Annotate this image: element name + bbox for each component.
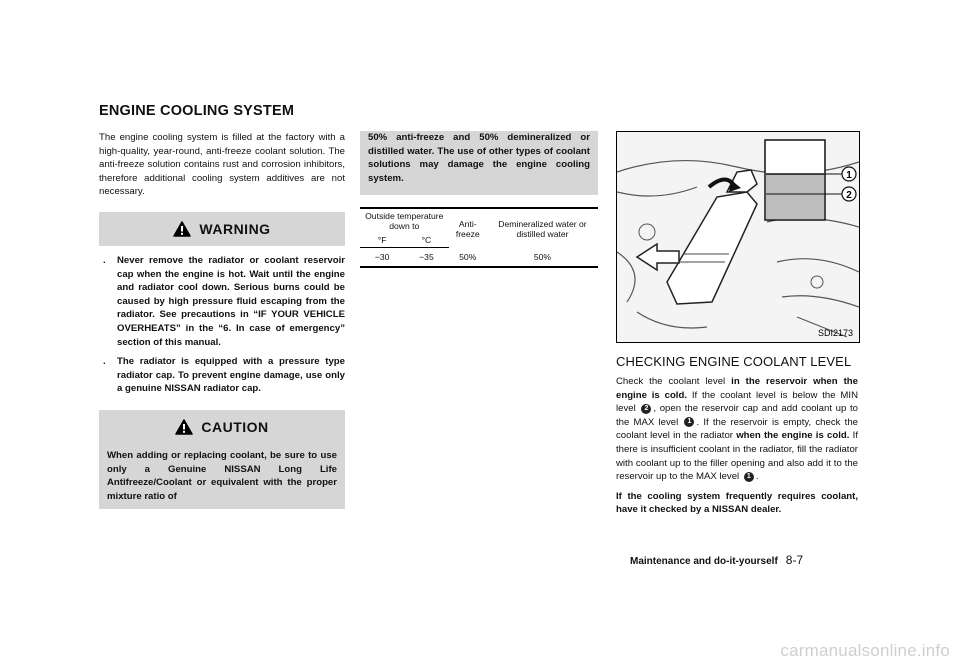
cell-f: −30 <box>360 248 404 268</box>
column-right <box>616 131 858 517</box>
caution-banner <box>99 410 345 444</box>
text-run: If the coolant level is below the MIN level <box>616 389 858 415</box>
unit-fahrenheit: °F <box>360 233 404 248</box>
section-title: ENGINE COOLING SYSTEM <box>99 103 295 119</box>
caution-block <box>99 410 345 509</box>
warning-list <box>99 254 345 396</box>
warning-label: WARNING <box>199 220 271 237</box>
cell-water: 50% <box>487 248 598 268</box>
figure-code: SDI2173 <box>817 328 853 338</box>
callout-min-level: 2 <box>641 404 651 414</box>
caution-triangle-icon <box>175 419 193 435</box>
watermark: carmanualsonline.info <box>780 641 950 660</box>
warning-item-text: Never remove the radiator or coolant reservoir cap when the engine is hot. Wait until the engine and radiator cool down. Serious burns could be caused by high pressure fluid escaping from the radiator. See precautions in “IF YOUR VEHICLE OVERHEATS” in the “6. In case of emergency” section of this manual. <box>117 254 345 348</box>
cell-antifreeze: 50% <box>449 248 487 268</box>
caution-text: When adding or replacing coolant, be sure to use only a Genuine NISSAN Long Life Antifreeze/Coolant or equivalent with the proper mixture ratio of <box>99 444 345 509</box>
intro-paragraph: The engine cooling system is filled at the factory with a high-quality, year-round, anti-freeze coolant solution. The anti-freeze solution contains rust and corrosion inhibitors, therefore additional cooling system additives are not necessary. <box>99 132 345 198</box>
header-outside-temp: Outside temperature down to <box>360 208 449 233</box>
warning-triangle-icon <box>173 221 191 237</box>
column-left <box>99 131 345 509</box>
dealer-advice: If the cooling system frequently requires coolant, have it checked by a NISSAN dealer. <box>616 490 858 516</box>
unit-celsius: °C <box>404 233 448 248</box>
coolant-reservoir-figure <box>616 131 860 343</box>
engine-bay-illustration <box>617 132 859 342</box>
text-run: If there is insufficient coolant in the radiator, fill the radiator with coolant up to the filler opening and also add it to the reservoir up to the MAX level <box>616 430 858 483</box>
caution-continued-text: 50% anti-freeze and 50% demineralized or distilled water. The use of other types of coolant solutions may damage the engine cooling system. <box>360 131 598 195</box>
text-run: Check the coolant level <box>616 376 732 387</box>
text-run-bold: when the engine is cold. <box>736 430 850 442</box>
bullet: . <box>103 254 106 266</box>
page-number: 8-7 <box>785 553 804 567</box>
coolant-mixture-table <box>360 207 598 268</box>
column-middle <box>360 131 598 268</box>
caution-label: CAUTION <box>201 418 269 435</box>
footer-section: Maintenance and do-it-yourself <box>630 556 778 567</box>
page-footer <box>630 553 803 567</box>
text-run: . <box>755 471 759 483</box>
callout-max-level: 1 <box>744 472 754 482</box>
warning-item <box>99 355 345 396</box>
warning-item-text: The radiator is equipped with a pressure type radiator cap. To prevent engine damage, use only a genuine NISSAN radiator cap. <box>117 356 345 395</box>
checking-coolant-heading: CHECKING ENGINE COOLANT LEVEL <box>616 354 852 369</box>
table-row <box>360 248 598 268</box>
checking-paragraph <box>616 375 858 484</box>
header-water: Demineralized water or distilled water <box>487 208 598 248</box>
cell-c: −35 <box>404 248 448 268</box>
header-antifreeze: Anti-freeze <box>449 208 487 248</box>
figure-callout-2: 2 <box>846 190 852 201</box>
bullet: . <box>103 356 106 368</box>
warning-block <box>99 212 345 396</box>
callout-max-level: 1 <box>684 417 694 427</box>
text-run: , open the reservoir cap and add coolant up to the MAX level <box>616 403 858 428</box>
text-run: . If the reservoir is empty, check the coolant level in the radiator <box>616 416 858 442</box>
text-run-bold: in the reservoir when the engine is cold. <box>616 376 859 401</box>
warning-item <box>99 254 345 349</box>
warning-banner <box>99 212 345 246</box>
figure-callout-1: 1 <box>846 170 852 181</box>
